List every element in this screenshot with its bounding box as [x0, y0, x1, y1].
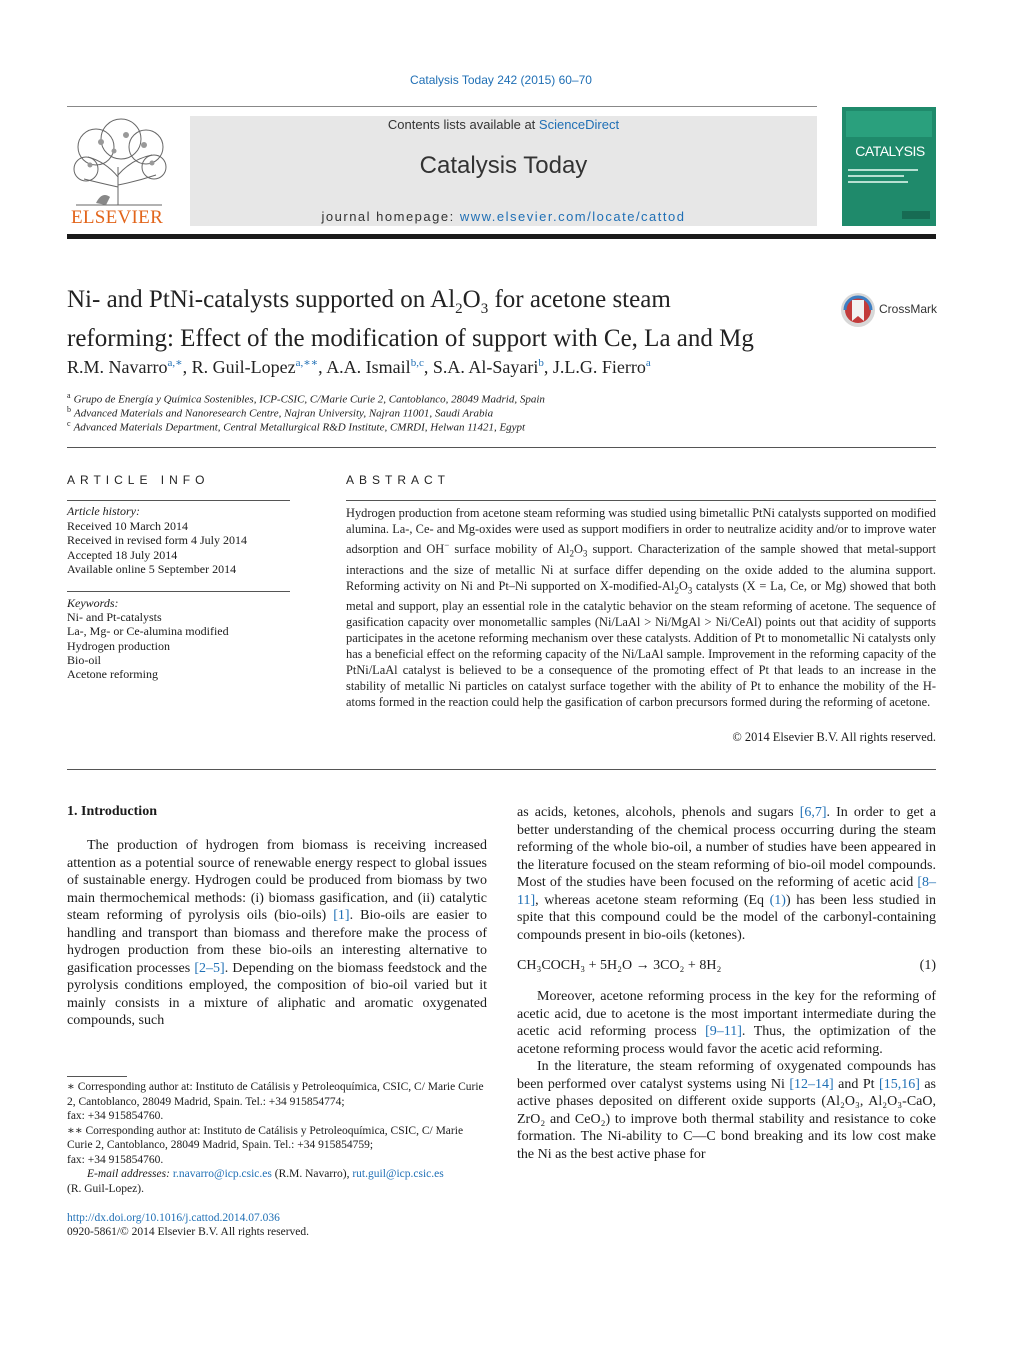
- affiliation-b: [67, 405, 937, 420]
- paragraph-text: . Thus, the optimization of the acetone reforming process would favor the acetic acid reforming.: [517, 1024, 936, 1057]
- affiliation-marker: b: [67, 405, 71, 414]
- abstract-part: support. Characterization of the sample showed that metal-support interactions and the size of metallic Ni at surface differ depending on the oxide added to the alumina support. Reforming activity on Ni and Pt–Ni supported on X-modified-Al: [346, 542, 936, 593]
- paragraph-text: and Pt: [833, 1076, 880, 1092]
- right-paragraph-2: [517, 988, 936, 1058]
- abstract-part: surface mobility of Al: [449, 542, 570, 557]
- paragraph-text: . In order to get a better understanding of the chemical process occurring during the steam reforming of the whole bio-oil, a number of studies have been appeared in the literature focused on the steam reforming of bio-oil model compounds. Most of the studies have been focused on the reforming of acetic acid: [517, 805, 936, 890]
- author-name: A.A. Ismail: [326, 357, 411, 377]
- header-rule: [67, 106, 817, 107]
- elsevier-wordmark: ELSEVIER: [70, 207, 164, 228]
- citation-link[interactable]: [6,7]: [799, 805, 827, 820]
- history-revised: Received in revised form 4 July 2014: [67, 533, 247, 547]
- citation-link[interactable]: [2–5]: [194, 960, 225, 976]
- affiliation-marker: a: [67, 391, 71, 400]
- cover-title: CATALYSIS: [855, 143, 925, 159]
- email-link-navarro[interactable]: r.navarro@icp.csic.es: [172, 1168, 272, 1180]
- affiliation-marker: c: [67, 419, 71, 428]
- abstract-subscript: 2: [569, 548, 574, 559]
- equation-number: (1): [919, 958, 936, 973]
- email-link-guil[interactable]: rut.guil@icp.csic.es: [352, 1168, 444, 1180]
- citation-link[interactable]: [12–14]: [789, 1076, 834, 1092]
- title-part: Ni- and PtNi-catalysts supported on Al: [67, 286, 456, 313]
- email-owner: (R.M. Navarro),: [271, 1168, 353, 1180]
- keywords-rule: [67, 591, 290, 592]
- affiliation-text: Grupo de Energía y Química Sostenibles, ICP-CSIC, C/Marie Curie 2, Cantoblanco, 28049 Madrid, Spain: [73, 393, 545, 406]
- author-list: [67, 356, 937, 378]
- author-separator: ,: [423, 357, 433, 377]
- affiliation-a: [67, 391, 937, 406]
- footnote-emails: [67, 1167, 487, 1182]
- abstract-subscript: 2: [674, 585, 679, 596]
- equation-link[interactable]: (1): [769, 892, 786, 908]
- journal-citation[interactable]: Catalysis Today 242 (2015) 60–70: [410, 73, 592, 87]
- abstract-part: O: [678, 578, 688, 593]
- footnotes: [67, 1080, 487, 1196]
- history-label: Article history:: [67, 504, 140, 518]
- paragraph-text: , whereas acetone steam reforming (Eq: [535, 892, 770, 908]
- sciencedirect-link[interactable]: ScienceDirect: [538, 117, 620, 132]
- author-name: R. Guil-Lopez: [191, 357, 296, 377]
- author-affiliation-marker[interactable]: b: [538, 357, 544, 369]
- keyword: Ni- and Pt-catalysts: [67, 610, 162, 625]
- contents-line: [190, 117, 817, 132]
- author-separator: ,: [182, 357, 192, 377]
- affiliation-c: [67, 419, 937, 434]
- keyword: Bio-oil: [67, 652, 102, 667]
- citation-link[interactable]: [1]: [333, 908, 350, 923]
- footnote-corresponding-2: ∗∗ Corresponding author at: Instituto de Catálisis y Petroleoquímica, CSIC, C/ Marie Curie 2, Cantoblanco, 28049 Madrid, Spain. Tel.: +34 915854759;: [67, 1124, 464, 1151]
- footnote-corresponding-1: ∗ Corresponding author at: Instituto de Catálisis y Petroleoquímica, CSIC, C/ Marie Curie 2, Cantoblanco, 28049 Madrid, Spain. Tel.: +34 915854774;: [67, 1081, 484, 1108]
- title-part: O: [462, 286, 481, 313]
- title-part: for acetone steam: [488, 286, 671, 313]
- affiliation-text: Advanced Materials Department, Central Metallurgical R&D Institute, CMRDI, Helwan 11421, Egypt: [73, 421, 526, 434]
- keyword: Acetone reforming: [67, 667, 158, 682]
- paragraph-text: ) has been less studied in spite that this compound could be the model of the carbonyl-containing compounds present in bio-oils (ketones).: [517, 892, 936, 943]
- abstract-subscript: 3: [582, 548, 588, 559]
- right-paragraph-1: [517, 804, 936, 944]
- author-name: S.A. Al-Sayari: [432, 357, 539, 377]
- journal-name: Catalysis Today: [419, 152, 588, 179]
- article-info-heading: ARTICLE INFO: [67, 473, 210, 487]
- paragraph-text: as active phases deposited on different oxide supports (Al₂O₃, Al₂O₃-CaO, ZrO₂ and CeO₂) to improve both thermal stability and resistance to coke formation. The Ni-ability to C—C bond breaking and its low cost make the Ni as the best active phase for: [517, 1076, 936, 1162]
- author-affiliation-marker[interactable]: b,c: [410, 357, 424, 369]
- section-heading-introduction: 1. Introduction: [67, 804, 157, 819]
- equation-1: [517, 958, 936, 976]
- masthead-rule: [67, 234, 936, 239]
- doi-link[interactable]: http://dx.doi.org/10.1016/j.cattod.2014.07.036: [67, 1212, 280, 1224]
- email-label: E-mail addresses:: [87, 1168, 170, 1180]
- title-line-2: reforming: Effect of the modification of support with Ce, La and Mg: [67, 325, 754, 352]
- homepage-prefix: journal homepage:: [321, 209, 460, 224]
- body-right-column: [517, 804, 936, 1163]
- contents-prefix: Contents lists available at: [387, 117, 539, 132]
- homepage-link[interactable]: www.elsevier.com/locate/cattod: [459, 209, 686, 224]
- equation-formula: CH₃COCH₃ + 5H₂O → 3CO₂ + 8H₂: [517, 958, 722, 973]
- author-name: R.M. Navarro: [67, 357, 168, 377]
- author-name: J.L.G. Fierro: [552, 357, 646, 377]
- abstract-heading: ABSTRACT: [346, 473, 451, 487]
- paragraph-text: The production of hydrogen from biomass is receiving increased attention as a potential source of renewable energy respect to global issues of sustainable energy. Hydrogen could be produced from biomass by two main thermochemical methods: (i) biomass gasification, and (ii) catalytic steam reforming of pyrolysis oils (bio-oils): [67, 838, 487, 923]
- author-separator: ,: [543, 357, 553, 377]
- issn-copyright: 0920-5861/© 2014 Elsevier B.V. All rights reserved.: [67, 1226, 310, 1238]
- history-online: Available online 5 September 2014: [67, 562, 237, 576]
- footnote-rule: [67, 1076, 127, 1077]
- paragraph-text: . Bio-oils are easier to handling and transport than biomass and therefore make the process of hydrogen production from these bio-oils an interesting alternative to gasification processes: [67, 908, 487, 976]
- abstract-superscript: −: [444, 540, 450, 550]
- keywords-label: Keywords:: [67, 596, 119, 610]
- paragraph-text: In the literature, the steam reforming of oxygenated compounds has been performed over catalyst systems using Ni: [517, 1059, 936, 1092]
- abstract-end-rule: [67, 769, 936, 770]
- author-affiliation-marker[interactable]: a,∗∗: [295, 357, 319, 369]
- abstract-subscript: 3: [687, 585, 693, 596]
- affiliation-text: Advanced Materials and Nanoresearch Centre, Najran University, Najran 11001, Saudi Arabia: [74, 407, 494, 420]
- history-received: Received 10 March 2014: [67, 518, 188, 533]
- intro-paragraph-1: [67, 837, 487, 1030]
- keyword: Hydrogen production: [67, 638, 170, 653]
- author-affiliation-marker[interactable]: a: [645, 357, 651, 369]
- citation-link[interactable]: [8–11]: [517, 875, 936, 908]
- author-affiliation-marker[interactable]: a,∗: [167, 357, 183, 369]
- author-separator: ,: [318, 357, 327, 377]
- affiliation-rule: [67, 447, 936, 448]
- citation-link[interactable]: [9–11]: [705, 1024, 742, 1039]
- history-accepted: Accepted 18 July 2014: [67, 547, 178, 562]
- paragraph-text: as acids, ketones, alcohols, phenols and sugars: [517, 805, 800, 820]
- title-subscript: 3: [480, 301, 489, 317]
- abstract-part: Hydrogen production from acetone steam reforming was studied using bimetallic PtNi catalysts supported on modified alumina. La-, Ce- and Mg-oxides were used as support modifiers in order to neutralize acidity and/or to improve water adsorption and OH: [346, 506, 936, 557]
- keywords: [67, 596, 292, 681]
- footnote-fax-2: fax: +34 915854760.: [67, 1153, 164, 1166]
- keyword: La-, Mg- or Ce-alumina modified: [67, 624, 229, 639]
- abstract-part: catalysts (X = La, Ce, or Mg) showed that both metal and support, play an essential role in the catalytic behavior on the steam reforming of acetone. The sequence of gasification capacity over monometallic samples (Ni/LaAl > Ni/MgAl > Ni/CeAl) points out that acidity of supports participates in the acetone reforming mechanism over these catalysts. Addition of Pt to monometallic Ni catalysts only has a beneficial effect on the reforming capacity of the Ni/LaAl sample. Improvement in the reforming capacity of the PtNi/LaAl catalyst is believed to be a consequence of the promoting effect of Pt that leads to an increase in the stability of metallic Ni particles on catalyst surface together with the ability of Pt to enhance the mobility of the H-atoms formed in the reaction could help the gasification of carbon precursors formed during the reforming of acetone.: [346, 578, 936, 710]
- right-paragraph-3: [517, 1058, 936, 1163]
- article-history: [67, 504, 292, 577]
- title-subscript: 2: [455, 301, 463, 317]
- abstract-part: O: [573, 542, 583, 557]
- footnote-fax-1: fax: +34 915854760.: [67, 1110, 164, 1122]
- abstract-rule: [346, 500, 936, 501]
- article-title: [67, 285, 827, 353]
- abstract-copyright: © 2014 Elsevier B.V. All rights reserved.: [732, 730, 936, 744]
- body-left-column: [67, 804, 487, 1030]
- email-owner-guil: (R. Guil-Lopez).: [67, 1182, 144, 1195]
- abstract-text: [346, 505, 936, 710]
- journal-cover-image[interactable]: [842, 107, 936, 226]
- citation-link[interactable]: [15,16]: [879, 1076, 920, 1092]
- crossmark-label[interactable]: CrossMark: [879, 302, 938, 316]
- paragraph-text: Moreover, acetone reforming process in the key for the reforming of acetic acid, due to acetone is the most important intermediate during the acetic acid reforming process: [517, 989, 936, 1039]
- paragraph-text: . Depending on the biomass feedstock and the pyrolysis conditions employed, the composition of bio-oil varied but it mainly consists in a mixture of aliphatic and aromatic oxygenated compounds, such: [67, 960, 487, 1028]
- homepage-line: [190, 209, 817, 224]
- article-info-rule: [67, 500, 290, 501]
